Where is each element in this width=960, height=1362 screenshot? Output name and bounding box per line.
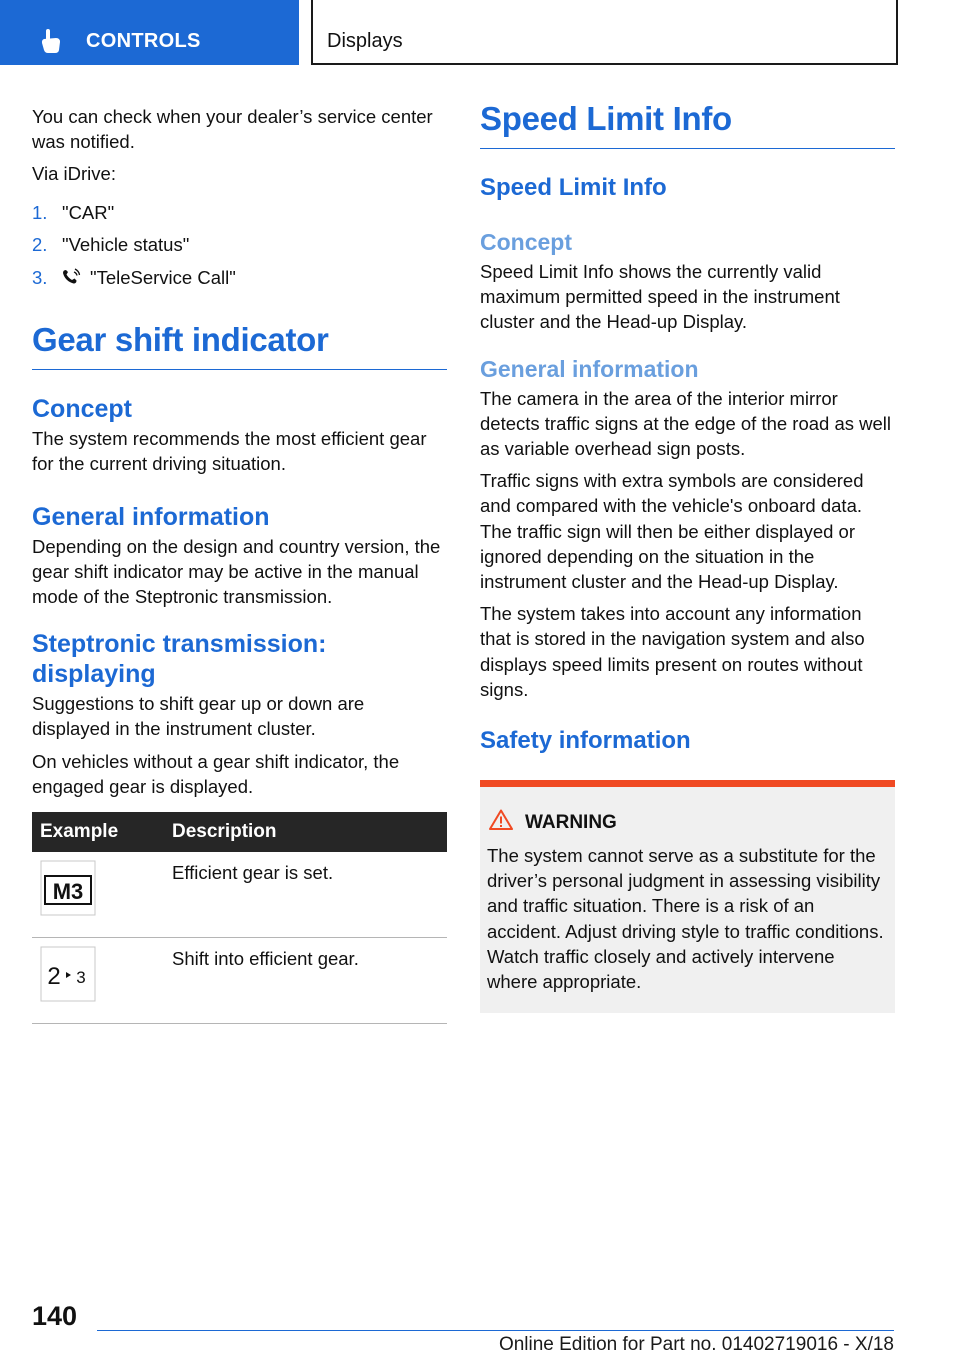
intro-text: You can check when your dealer’s service center was notified. bbox=[32, 106, 433, 153]
general-information-heading: General information bbox=[32, 502, 270, 531]
warning-header bbox=[487, 809, 889, 836]
gear-indicator-table bbox=[32, 812, 447, 1024]
speed-limit-subtitle: Speed Limit Info bbox=[480, 174, 667, 201]
general-information-text: Depending on the design and country version, the gear shift indicator may be active in the manual mode of the Steptronic transmission. bbox=[32, 535, 441, 607]
column-header-description: Description bbox=[162, 812, 447, 852]
general-information-heading: General information bbox=[480, 355, 699, 382]
list-item: 3. "TeleService Call" bbox=[32, 262, 447, 297]
table-cell-description: Shift into efficient gear. bbox=[162, 937, 447, 1023]
svg-text:3: 3 bbox=[76, 967, 86, 987]
gear-m3-symbol bbox=[40, 860, 96, 916]
speed-limit-title: Speed Limit Info bbox=[480, 100, 895, 149]
table-header-row bbox=[32, 812, 447, 852]
warning-triangle-icon bbox=[489, 809, 513, 836]
safety-information-heading: Safety information bbox=[480, 727, 691, 755]
concept-text: Speed Limit Info shows the currently valid maximum permitted speed in the instrument cluster and the Head-up Display. bbox=[480, 261, 840, 333]
pointing-hand-icon bbox=[40, 29, 62, 59]
left-column bbox=[32, 100, 447, 1024]
topic-label: Displays bbox=[327, 30, 403, 52]
steptronic-text-2: On vehicles without a gear shift indicator, the engaged gear is displayed. bbox=[32, 750, 400, 797]
topic-header bbox=[311, 0, 898, 65]
concept-heading: Concept bbox=[480, 229, 572, 255]
footer-divider bbox=[97, 1330, 894, 1331]
warning-text: The system cannot serve as a substitute for the driver’s personal judgment in assessing visibility and traffic situation. There is a risk of an accident. Adjust driving style to traffic conditions. Watch traffic closely and actively intervene where appropriate. bbox=[487, 845, 884, 993]
warning-box bbox=[480, 780, 895, 1013]
gear-shift-2-to-3-symbol bbox=[40, 946, 96, 1002]
section-tab bbox=[0, 0, 299, 65]
steptronic-heading: Steptronic transmission: displaying bbox=[32, 630, 327, 689]
steptronic-text: Suggestions to shift gear up or down are displayed in the instrument cluster. bbox=[32, 693, 365, 740]
svg-text:2: 2 bbox=[47, 962, 61, 990]
table-row bbox=[32, 937, 447, 1023]
via-idrive-text: Via iDrive: bbox=[32, 163, 116, 185]
table-cell-description: Efficient gear is set. bbox=[162, 852, 447, 938]
idrive-steps bbox=[32, 197, 447, 297]
concept-heading: Concept bbox=[32, 395, 132, 424]
gear-shift-title: Gear shift indicator bbox=[32, 321, 447, 370]
section-label: CONTROLS bbox=[86, 30, 201, 52]
general-information-text-2: Traffic signs with extra symbols are considered and compared with the vehicle's onboard data. The traffic sign will then be either displayed or ignored depending on the situation in the instrument cluster and the Head-up Display. bbox=[480, 470, 864, 593]
general-information-text-3: The system takes into account any information that is stored in the navigation system and also displays speed limits present on routes without signs. bbox=[480, 603, 865, 700]
phone-service-icon bbox=[62, 264, 82, 297]
column-header-example: Example bbox=[32, 812, 162, 852]
concept-text: The system recommends the most efficient gear for the current driving situation. bbox=[32, 428, 427, 475]
right-column bbox=[480, 100, 895, 1013]
warning-title: WARNING bbox=[525, 811, 617, 833]
svg-text:M3: M3 bbox=[52, 878, 84, 904]
table-row bbox=[32, 852, 447, 938]
list-item: 2. "Vehicle status" bbox=[32, 234, 190, 256]
list-item: 1. "CAR" bbox=[32, 201, 115, 223]
general-information-text: The camera in the area of the interior mirror detects traffic signs at the edge of the road as well as variable overhead sign posts. bbox=[480, 387, 892, 460]
edition-footer: Online Edition for Part no. 01402719016 - X/18 bbox=[498, 1334, 894, 1355]
page-number: 140 bbox=[32, 1301, 78, 1331]
